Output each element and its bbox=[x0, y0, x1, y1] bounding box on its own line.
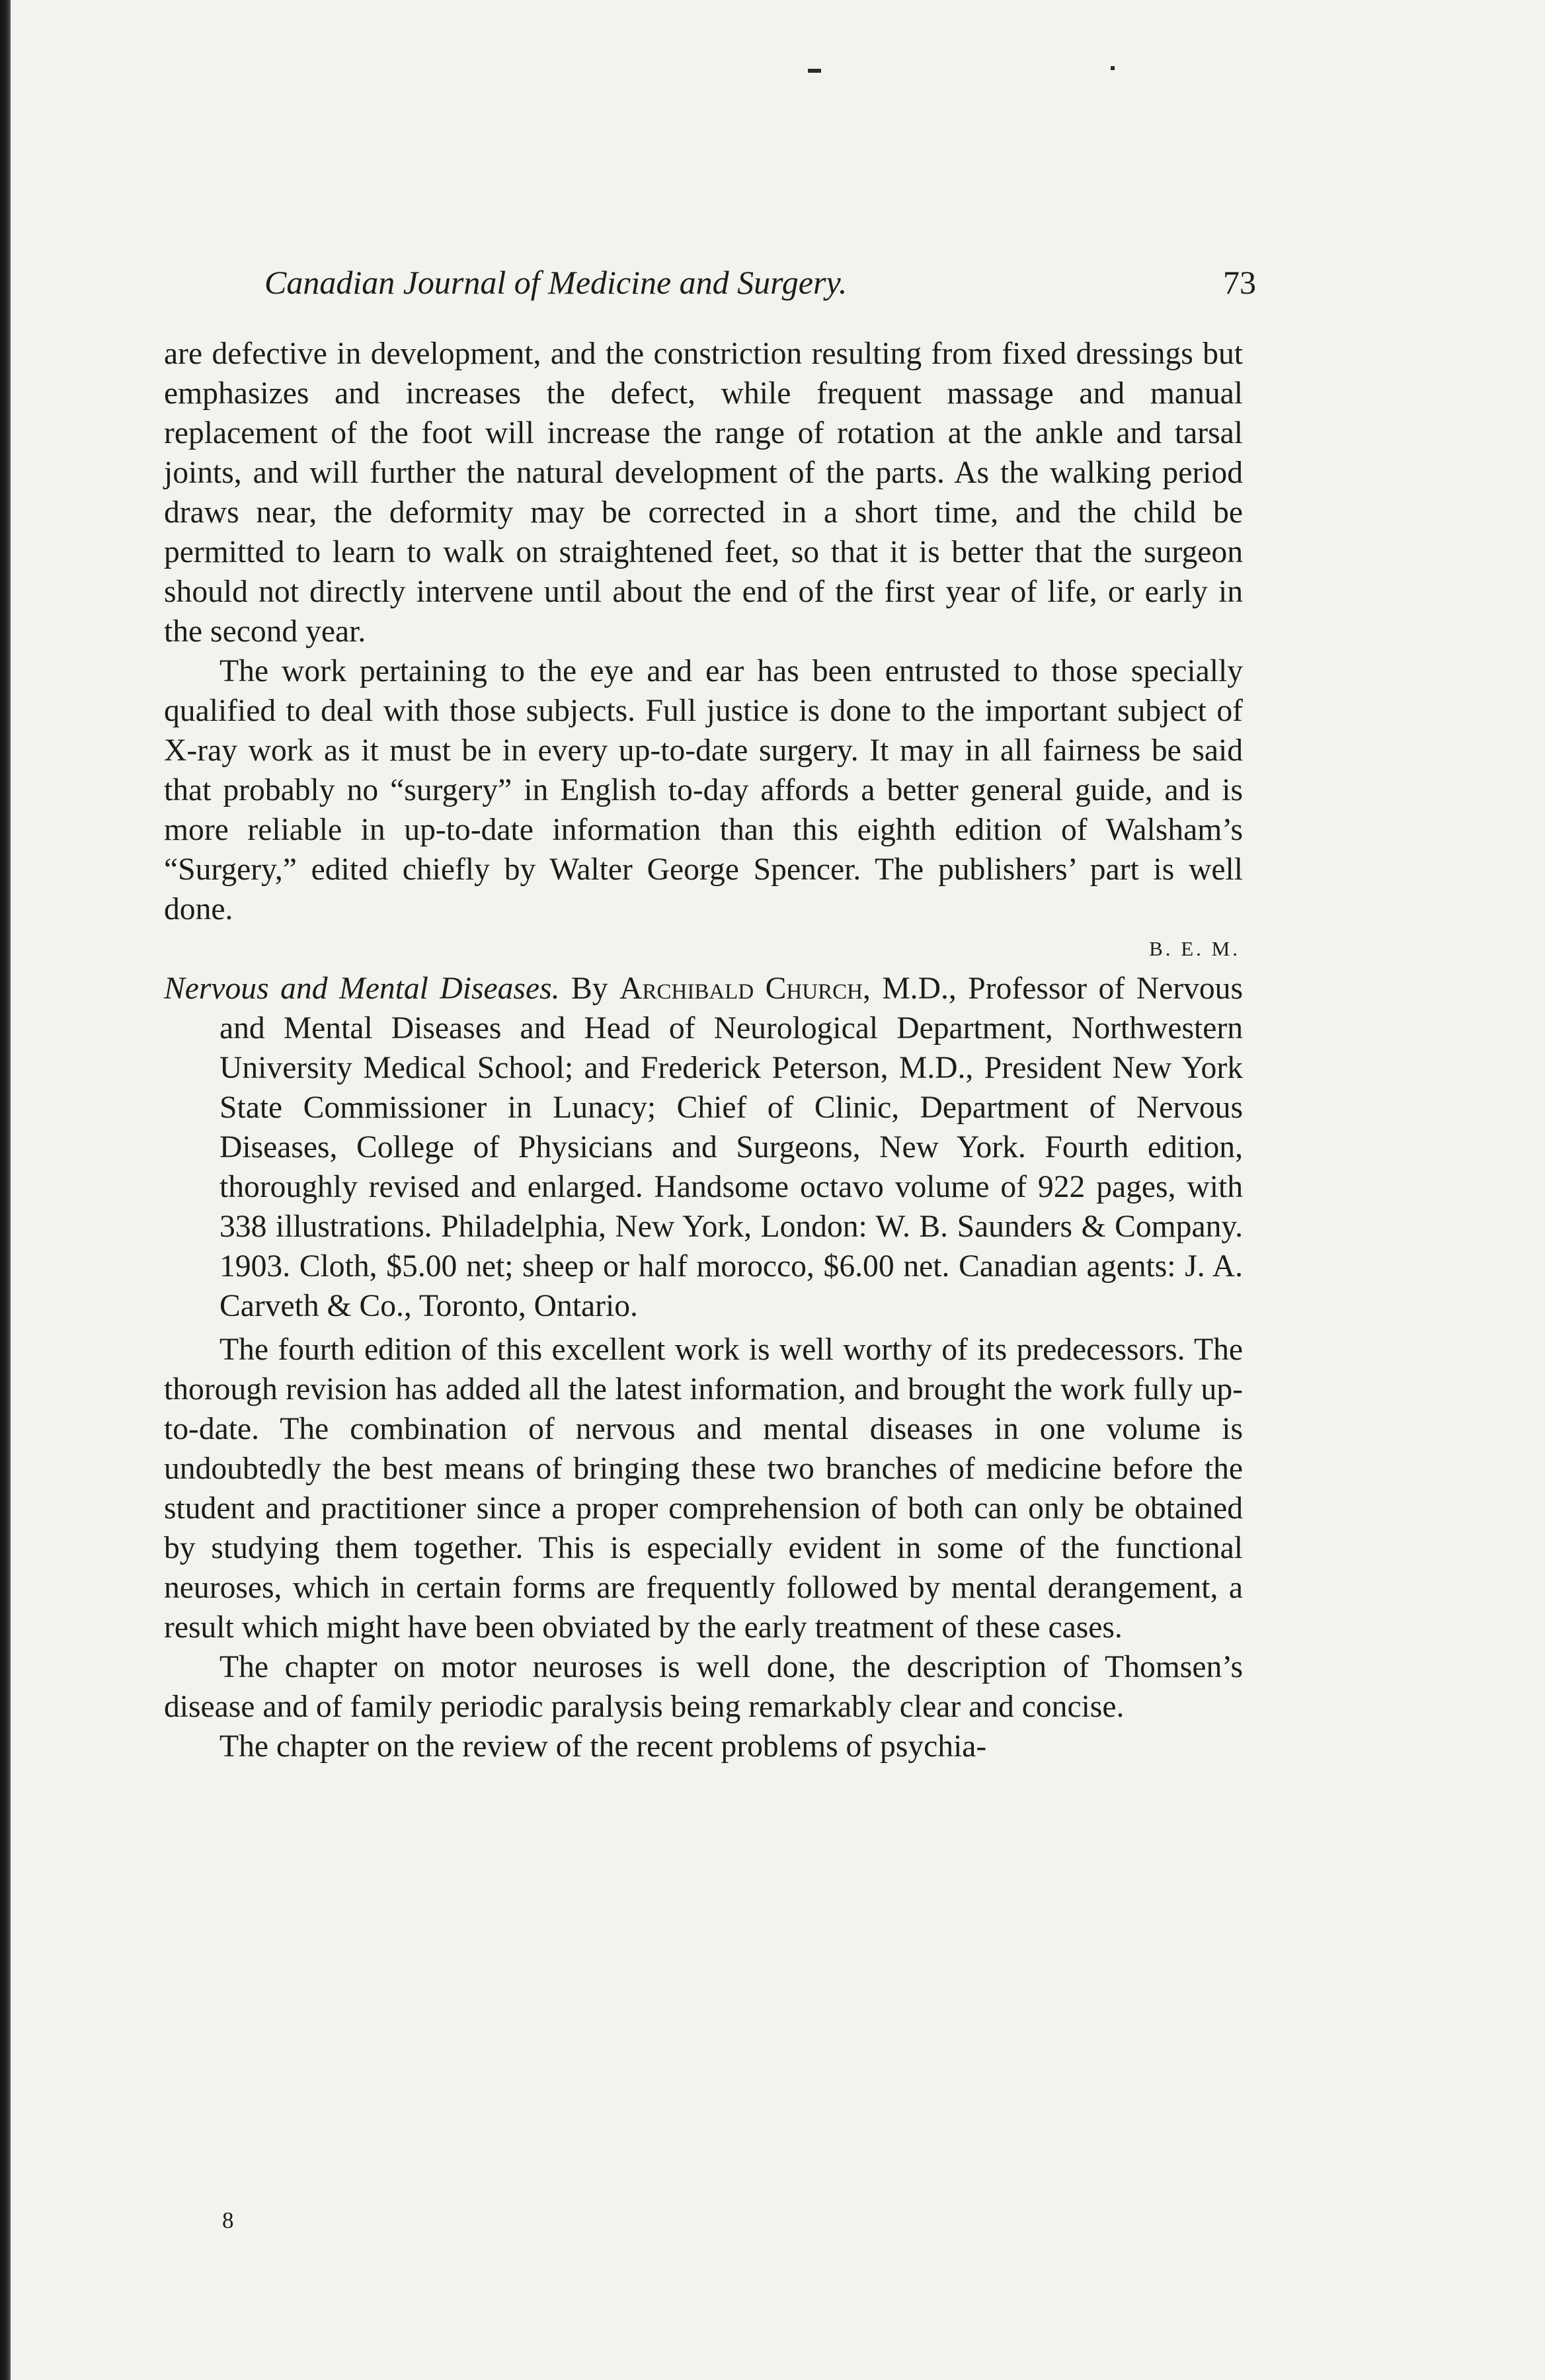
paragraph-psychiatry: The chapter on the review of the recent problems of psychia- bbox=[219, 1729, 987, 1764]
running-header bbox=[264, 263, 1256, 316]
reviewer-initials: B. E. M. bbox=[1149, 937, 1240, 960]
scan-speck bbox=[808, 69, 821, 73]
book-title: Nervous and Mental Diseases. bbox=[164, 971, 560, 1006]
signature-mark: 8 bbox=[222, 2207, 234, 2233]
citation-details: , M.D., Professor of Nervous and Mental Diseases and Head of Neurological Department, Northwestern University Medical School; and Frederick Peterson, M.D., President New York State Commissioner in Lunacy; Chief of Clinic, Department of Nervous Diseases, College of Physicians and Surgeons, New York. Fourth edition, thoroughly revised and enlarged. Handsome octavo volume of 922 pages, with 338 illustrations. Philadelphia, New York, London: W. B. Saunders & Company. 1903. Cloth, $5.00 net; sheep or half morocco, $6.00 net. Canadian agents: J. A. Carveth & Co., Toronto, Ontario. bbox=[219, 971, 1243, 1323]
page-number: 73 bbox=[1223, 264, 1256, 301]
citation-by: By bbox=[571, 971, 608, 1006]
paragraph-motor-neuroses: The chapter on motor neuroses is well done, the description of Thomsen’s disease and of family periodic paralysis being remarkably clear and concise. bbox=[164, 1650, 1243, 1724]
paragraph-review: The fourth edition of this excellent work is well worthy of its predecessors. The thorough revision has added all the latest information, and brought the work fully up-to-date. The combination of nervous and mental diseases in one volume is undoubtedly the best means of bringing these two branches of medicine before the student and practitioner since a proper comprehension of both can only be obtained by studying them together. This is especially evident in some of the functional neuroses, which in certain forms are frequently followed by mental derangement, a result which might have been obviated by the early treatment of these cases. bbox=[164, 1333, 1243, 1645]
book-citation bbox=[164, 969, 1243, 1326]
running-title: Canadian Journal of Medicine and Surgery. bbox=[264, 264, 848, 301]
book-author: Archibald Church bbox=[619, 971, 863, 1006]
paragraph-eye-ear: The work pertaining to the eye and ear has been entrusted to those specially qualified to deal with those subjects. Full justice is done to the important subject of X-ray work as it must be in every up-to-date surgery. It may in all fairness be said that probably no “surgery” in English to-day affords a better general guide, and is more reliable in up-to-date information than this eighth edition of Walsham’s “Surgery,” edited chiefly by Walter George Spencer. The publishers’ part is well done. bbox=[164, 654, 1243, 926]
page-text bbox=[164, 334, 1243, 1766]
scan-speck bbox=[1111, 66, 1115, 70]
page-binding-edge bbox=[0, 0, 11, 2380]
paragraph-continuation: are defective in development, and the constriction resulting from fixed dressings but emphasizes and increases the defect, while frequent massage and manual replacement of the foot will increase the range of rotation at the ankle and tarsal joints, and will further the natural development of the parts. As the walking period draws near, the deformity may be corrected in a short time, and the child be permitted to learn to walk on straightened feet, so that it is better that the surgeon should not directly intervene until about the end of the first year of life, or early in the second year. bbox=[164, 337, 1243, 649]
